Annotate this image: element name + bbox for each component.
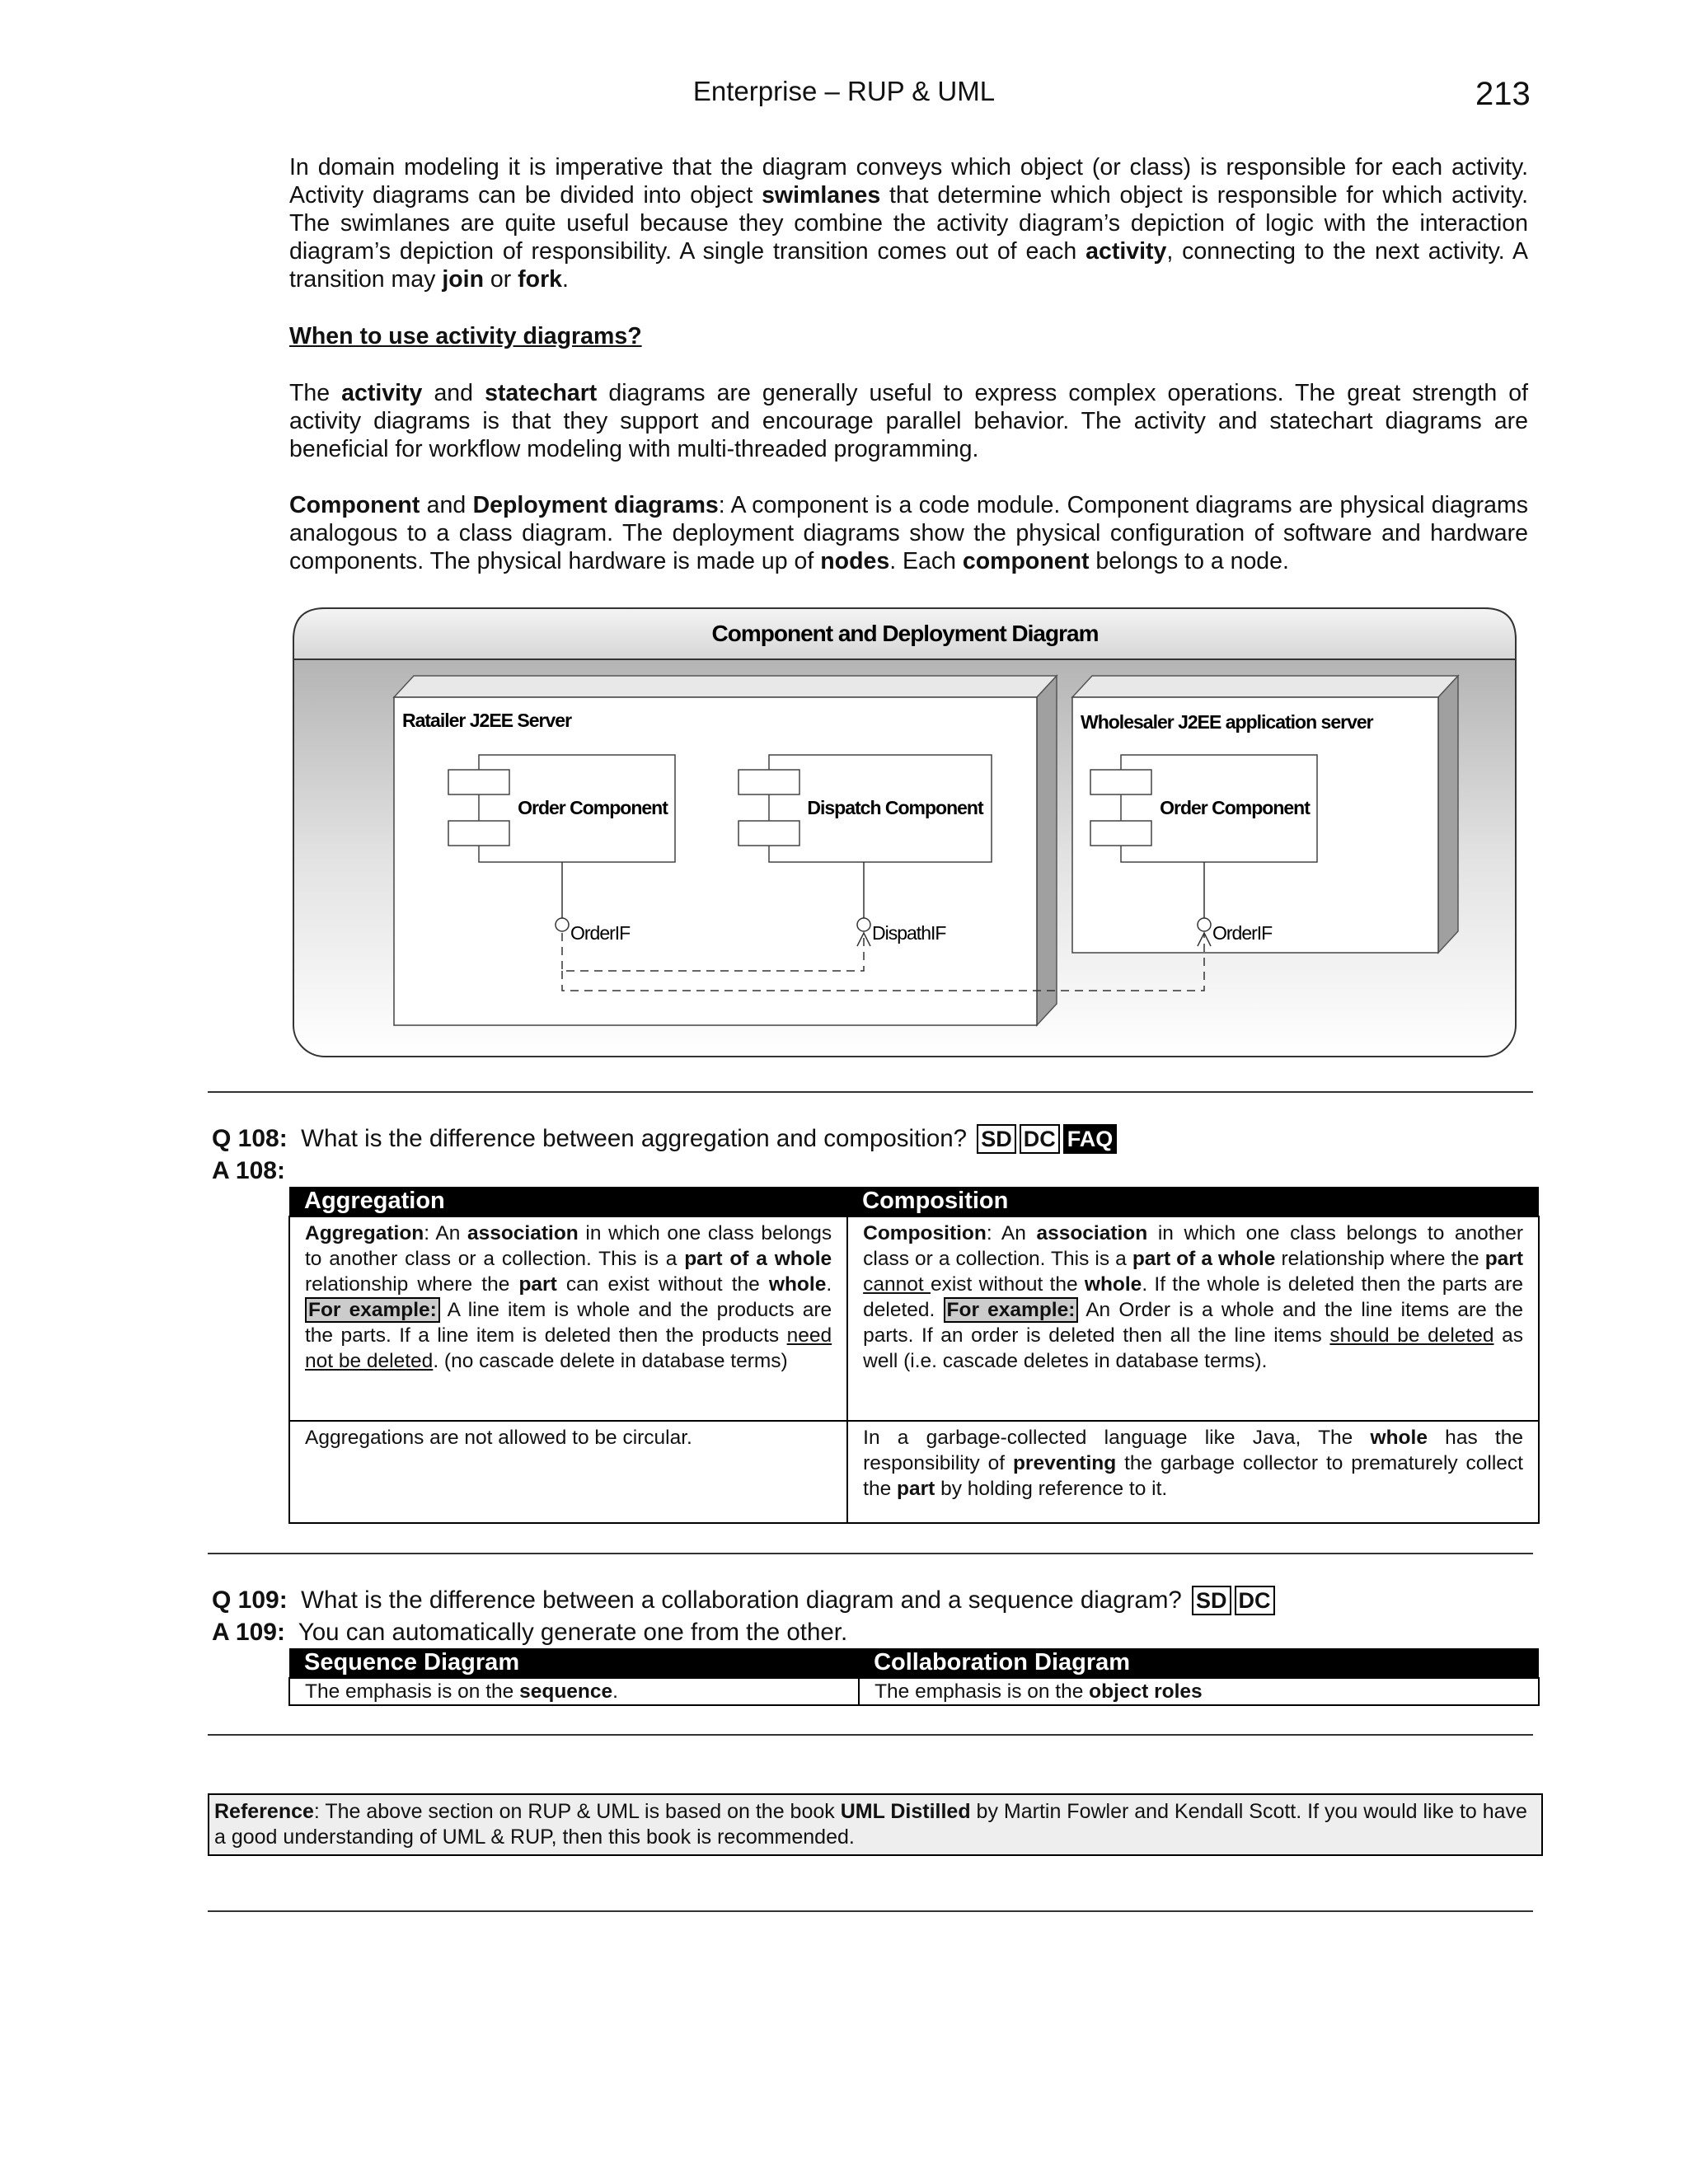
component-label: Order Component [518, 797, 668, 818]
composition-gc-cell: In a garbage-collected language like Java, The whole has the responsibility of preventing the garbage collector to prematurely collect the part by holding reference to it. [847, 1421, 1539, 1523]
question-label: Q 108: [212, 1125, 288, 1152]
question-109 [212, 1586, 1275, 1615]
component-order-1 [448, 755, 675, 862]
tag-dc: DC [1020, 1124, 1060, 1154]
tag-dc: DC [1235, 1586, 1275, 1615]
aggregation-composition-table [288, 1187, 1540, 1524]
section-heading: When to use activity diagrams? [289, 323, 642, 349]
interface-label: OrderIF [570, 922, 631, 944]
paragraph-activity-usage: The activity and statechart diagrams are generally useful to express complex operations. The great strength of activity diagrams is that they support and encourage parallel behavior. The activity and statechart diagrams are beneficial for workflow modeling with multi-threaded programming. [289, 380, 1529, 462]
paragraph-swimlanes: In domain modeling it is imperative that the diagram conveys which object (or class) is responsible for each activity. Activity diagrams can be divided into object swimlanes that determine which object is responsible for which activity. The swimlanes are quite useful because they combine the activity diagram’s depiction of logic with the interaction diagram’s depiction of responsibility. A single transition comes out of each activity, connecting to the next activity. A transition may join or fork. [289, 154, 1528, 293]
answer-text: You can automatically generate one from the other. [298, 1619, 848, 1646]
question-label: Q 109: [212, 1586, 288, 1614]
page-number: 213 [1475, 76, 1531, 112]
diagram-title: Component and Deployment Diagram [711, 621, 1099, 646]
question-text: What is the difference between aggregation and composition? [301, 1125, 968, 1152]
running-header-title: Enterprise – RUP & UML [692, 76, 996, 106]
divider [208, 1091, 1533, 1093]
tag-sd: SD [1192, 1586, 1231, 1615]
node-label-wholesaler: Wholesaler J2EE application server [1081, 711, 1373, 733]
composition-cell: Composition: An association in which one class belongs to another class or a collection. This is a part of a whole relationship where the part cannot exist without the whole. If the whole is deleted then the parts are deleted. For example: An Order is a whole and the line items are the parts. If an order is deleted then all the line items should be deleted as well (i.e. cascade deletes in database terms). [847, 1216, 1539, 1421]
tag-faq: FAQ [1063, 1124, 1118, 1154]
component-label: Dispatch Component [807, 797, 983, 818]
table-header-composition: Composition [847, 1187, 1539, 1216]
answer-108-label: A 108: [212, 1157, 285, 1184]
component-label: Order Component [1160, 797, 1310, 818]
interface-lollipop [857, 918, 870, 931]
table-header-collaboration: Collaboration Diagram [859, 1648, 1539, 1678]
divider [208, 1553, 1533, 1554]
component-deployment-diagram [0, 0, 1688, 1088]
question-108 [212, 1124, 1117, 1154]
collaboration-cell: The emphasis is on the object roles [859, 1678, 1539, 1705]
reference-box: Reference: The above section on RUP & UML is based on the book UML Distilled by Martin Fowler and Kendall Scott. If you would like to have a good understanding of UML & RUP, then this book is recommended. [208, 1793, 1543, 1856]
paragraph-component-deployment: Component and Deployment diagrams: A component is a code module. Component diagrams are physical diagrams analogous to a class diagram. The deployment diagrams show the physical configuration of software and hardware components. The physical hardware is made up of nodes. Each component belongs to a node. [289, 492, 1529, 574]
interface-lollipop [556, 918, 569, 931]
question-text: What is the difference between a collaboration diagram and a sequence diagram? [301, 1586, 1182, 1614]
interface-lollipop [1198, 918, 1211, 931]
sequence-collaboration-table [288, 1648, 1540, 1706]
interface-label: OrderIF [1212, 922, 1273, 944]
aggregation-cell: Aggregation: An association in which one class belongs to another class or a collection. This is a part of a whole relationship where the part can exist without the whole. For example: A line item is whole and the products are the parts. If a line item is deleted then the products need not be deleted. (no cascade delete in database terms) [289, 1216, 847, 1421]
sequence-cell: The emphasis is on the sequence. [289, 1678, 859, 1705]
component-order-2 [1090, 755, 1317, 862]
node-label-retailer: Ratailer J2EE Server [402, 710, 572, 731]
example-highlight: For example: [944, 1297, 1079, 1323]
component-dispatch [738, 755, 992, 862]
answer-109: A 109: You can automatically generate one from the other. [212, 1619, 848, 1646]
divider [208, 1910, 1533, 1912]
aggregation-circular-cell: Aggregations are not allowed to be circular. [289, 1421, 847, 1523]
table-header-sequence: Sequence Diagram [289, 1648, 859, 1678]
table-header-aggregation: Aggregation [289, 1187, 847, 1216]
tag-sd: SD [977, 1124, 1016, 1154]
divider [208, 1734, 1533, 1736]
interface-label: DispathIF [872, 922, 946, 944]
example-highlight: For example: [305, 1297, 440, 1323]
